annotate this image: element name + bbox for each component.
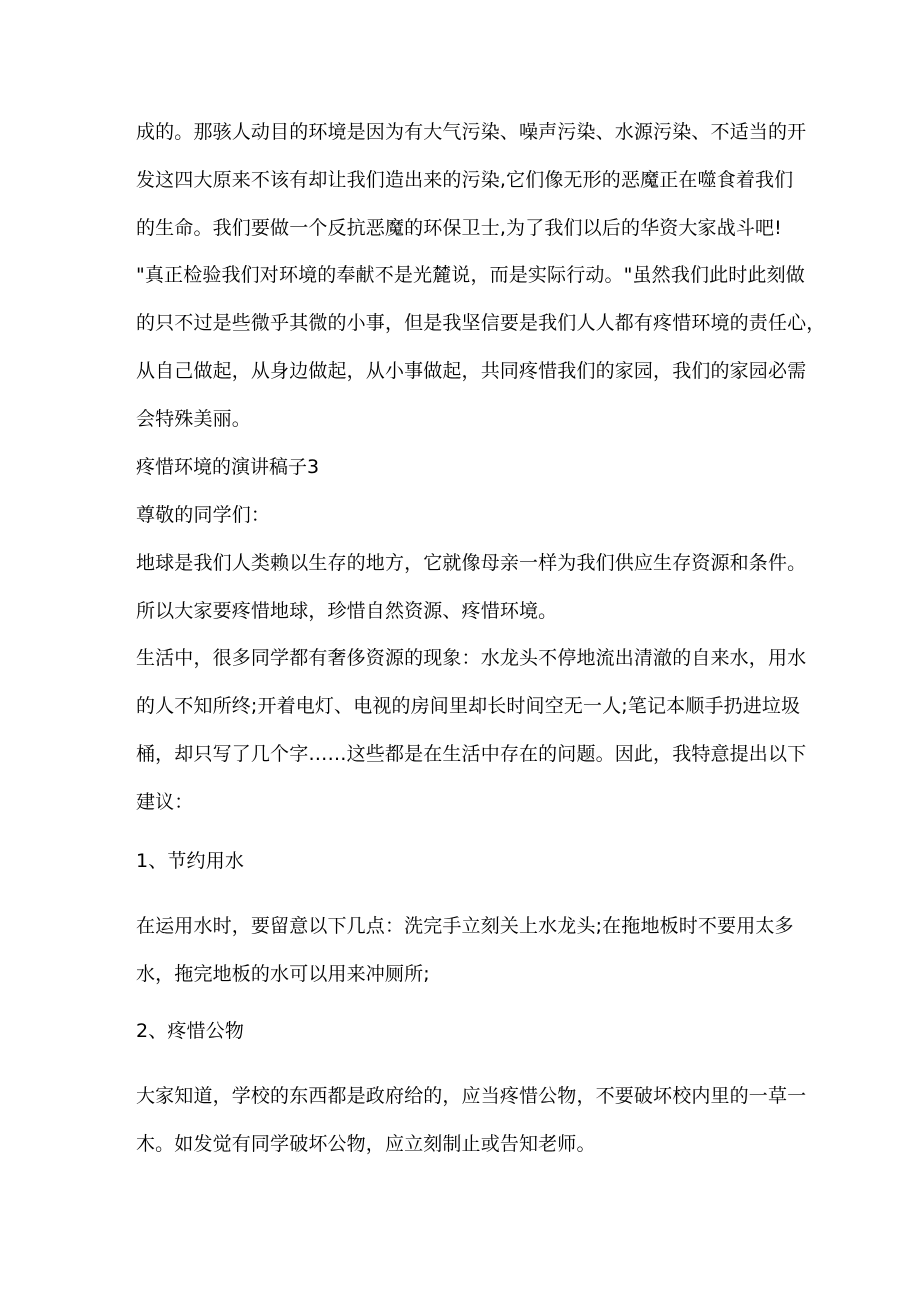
section-heading: 疼惜环境的演讲稿子3 [136, 456, 320, 478]
paragraph-3-line-1: 地球是我们人类赖以生存的地方，它就像母亲一样为我们供应生存资源和条件。 [136, 552, 807, 574]
paragraph-1-line-2: 发这四大原来不该有却让我们造出来的污染,它们像无形的恶魔正在噬食着我们 [136, 169, 794, 191]
salutation: 尊敬的同学们： [136, 504, 271, 526]
list-item-1-text-line-1: 在运用水时，要留意以下几点：洗完手立刻关上水龙头;在拖地板时不要用太多 [136, 915, 794, 937]
paragraph-4-line-2: 的人不知所终;开着电灯、电视的房间里却长时间空无一人;笔记本顺手扔进垃圾 [136, 695, 801, 717]
list-item-2-title: 2、疼惜公物 [136, 1020, 244, 1042]
paragraph-2-line-2: 的只不过是些微乎其微的小事，但是我坚信要是我们人人都有疼惜环境的责任心， [136, 312, 826, 334]
paragraph-4-line-4: 建议： [136, 791, 194, 813]
list-item-1-title: 1、节约用水 [136, 850, 244, 872]
paragraph-1-line-1: 成的。那骇人动目的环境是因为有大气污染、噪声污染、水源污染、不适当的开 [136, 121, 807, 143]
paragraph-4-line-1: 生活中，很多同学都有奢侈资源的现象：水龙头不停地流出清澈的自来水，用水 [136, 647, 807, 669]
paragraph-3-line-2: 所以大家要疼惜地球，珍惜自然资源、疼惜环境。 [136, 600, 558, 622]
list-item-2-text-line-1: 大家知道，学校的东西都是政府给的，应当疼惜公物，不要破坏校内里的一草一 [136, 1085, 807, 1107]
paragraph-1-line-3: 的生命。我们要做一个反抗恶魔的环保卫士,为了我们以后的华资大家战斗吧! [136, 217, 782, 239]
list-item-1-text-line-2: 水，拖完地板的水可以用来冲厕所; [136, 963, 430, 985]
paragraph-2-line-1: "真正检验我们对环境的奉献不是光麓说，而是实际行动。"虽然我们此时此刻做 [136, 264, 805, 286]
paragraph-2-line-4: 会特殊美丽。 [136, 408, 251, 430]
paragraph-4-line-3: 桶，却只写了几个字……这些都是在生活中存在的问题。因此，我特意提出以下 [136, 743, 807, 765]
list-item-2-text-line-2: 木。如发觉有同学破坏公物，应立刻制止或告知老师。 [136, 1133, 596, 1155]
paragraph-2-line-3: 从自己做起，从身边做起，从小事做起，共同疼惜我们的家园，我们的家园必需 [136, 360, 807, 382]
